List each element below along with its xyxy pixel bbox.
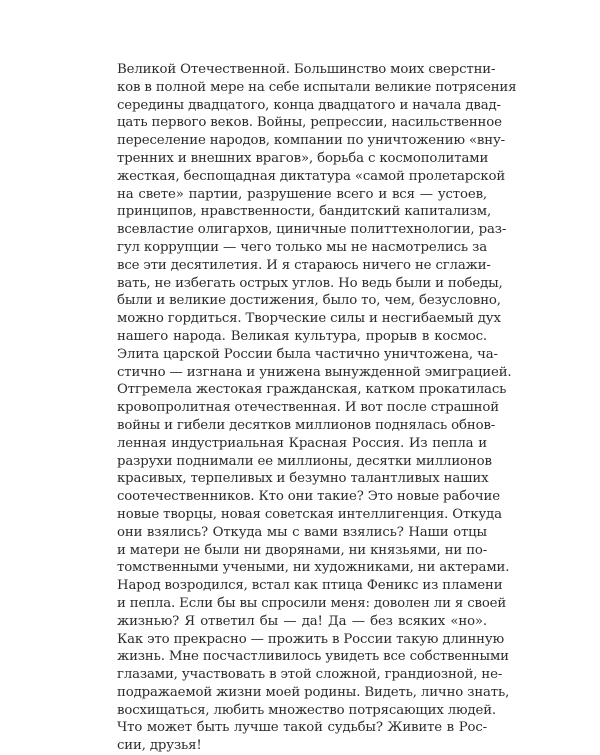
text-line: середины двадцатого, конца двадцатого и начала двад- (117, 97, 501, 113)
text-line: красивых, терпеливых и безумно талантливых наших (117, 471, 489, 487)
text-line: ков в полной мере на себе испытали великие потрясения (117, 79, 517, 95)
text-line: Как это прекрасно — прожить в России такую длинную (117, 631, 504, 647)
text-line: подражаемой жизни моей родины. Видеть, лично знать, (117, 684, 510, 700)
text-line: были и великие достижения, было то, чем, безусловно, (117, 293, 501, 309)
text-line: Народ возродился, встал как птица Феникс из пламени (117, 578, 503, 594)
text-line: принципов, нравственности, бандитский капитализм, (117, 204, 492, 220)
text-line: глазами, участвовать в этой сложной, грандиозной, не- (117, 667, 503, 683)
text-line: жизнью? Я ответил бы — да! Да — без всяких «но». (117, 613, 487, 629)
text-line: ленная индустриальная Красная Россия. Из пепла и (117, 435, 487, 451)
text-line: и матери не были ни дворянами, ни князьями, ни по- (117, 542, 488, 558)
text-line: на свете» партии, разрушение всего и вся — устоев, (117, 186, 487, 202)
text-line: жесткая, беспощадная диктатура «самой пролетарской (117, 168, 506, 184)
text-line: вать, не избегать острых углов. Но ведь были и победы, (117, 275, 503, 291)
text-line: можно гордиться. Творческие силы и несгибаемый дух (117, 311, 501, 327)
text-line: стично — изгнана и унижена вынужденной эмиграцией. (117, 364, 512, 380)
text-line: переселение народов, компании по уничтожению «вну- (117, 133, 505, 149)
text-line: цать первого веков. Войны, репрессии, насильственное (117, 115, 502, 131)
text-line: нашего народа. Великая культура, прорыв в космос. (117, 328, 487, 344)
text-line: Что может быть лучше такой судьбы? Живите в Рос- (117, 720, 487, 736)
text-line: жизнь. Мне посчастливилось увидеть все собственными (117, 649, 509, 665)
text-line: восхищаться, любить множество потрясающих людей. (117, 702, 497, 718)
text-line: гул коррупции — чего только мы не насмотрелись за (117, 239, 487, 255)
text-line: и пепла. Если бы вы спросили меня: доволен ли я своей (117, 595, 507, 611)
text-line: тренних и внешних врагов», борьба с космополитами (117, 150, 489, 166)
text-line: разрухи поднимали ее миллионы, десятки миллионов (117, 453, 492, 469)
text-line: соотечественников. Кто они такие? Это новые рабочие (117, 489, 500, 505)
text-line: сии, друзья! (117, 738, 202, 754)
text-line: они взялись? Откуда мы с вами взялись? Наши отцы (117, 524, 487, 540)
text-line: кровопролитная отечественная. И вот после страшной (117, 400, 499, 416)
text-line: все эти десятилетия. И я стараюсь ничего не сглажи- (117, 257, 491, 273)
text-line: новые творцы, новая советская интеллигенция. Откуда (117, 506, 502, 522)
text-line: всевластие олигархов, циничные политтехнологии, раз- (117, 222, 507, 238)
text-line: Великой Отечественной. Большинство моих сверстни- (117, 62, 496, 77)
text-line: Элита царской России была частично уничтожена, ча- (117, 346, 498, 362)
text-line: Отгремела жестокая гражданская, катком прокатилась (117, 382, 507, 398)
text-line: войны и гибели десятков миллионов поднялась обнов- (117, 417, 496, 433)
text-line: томственными учеными, ни художниками, ни актерами. (117, 560, 510, 576)
body-text (117, 61, 517, 755)
